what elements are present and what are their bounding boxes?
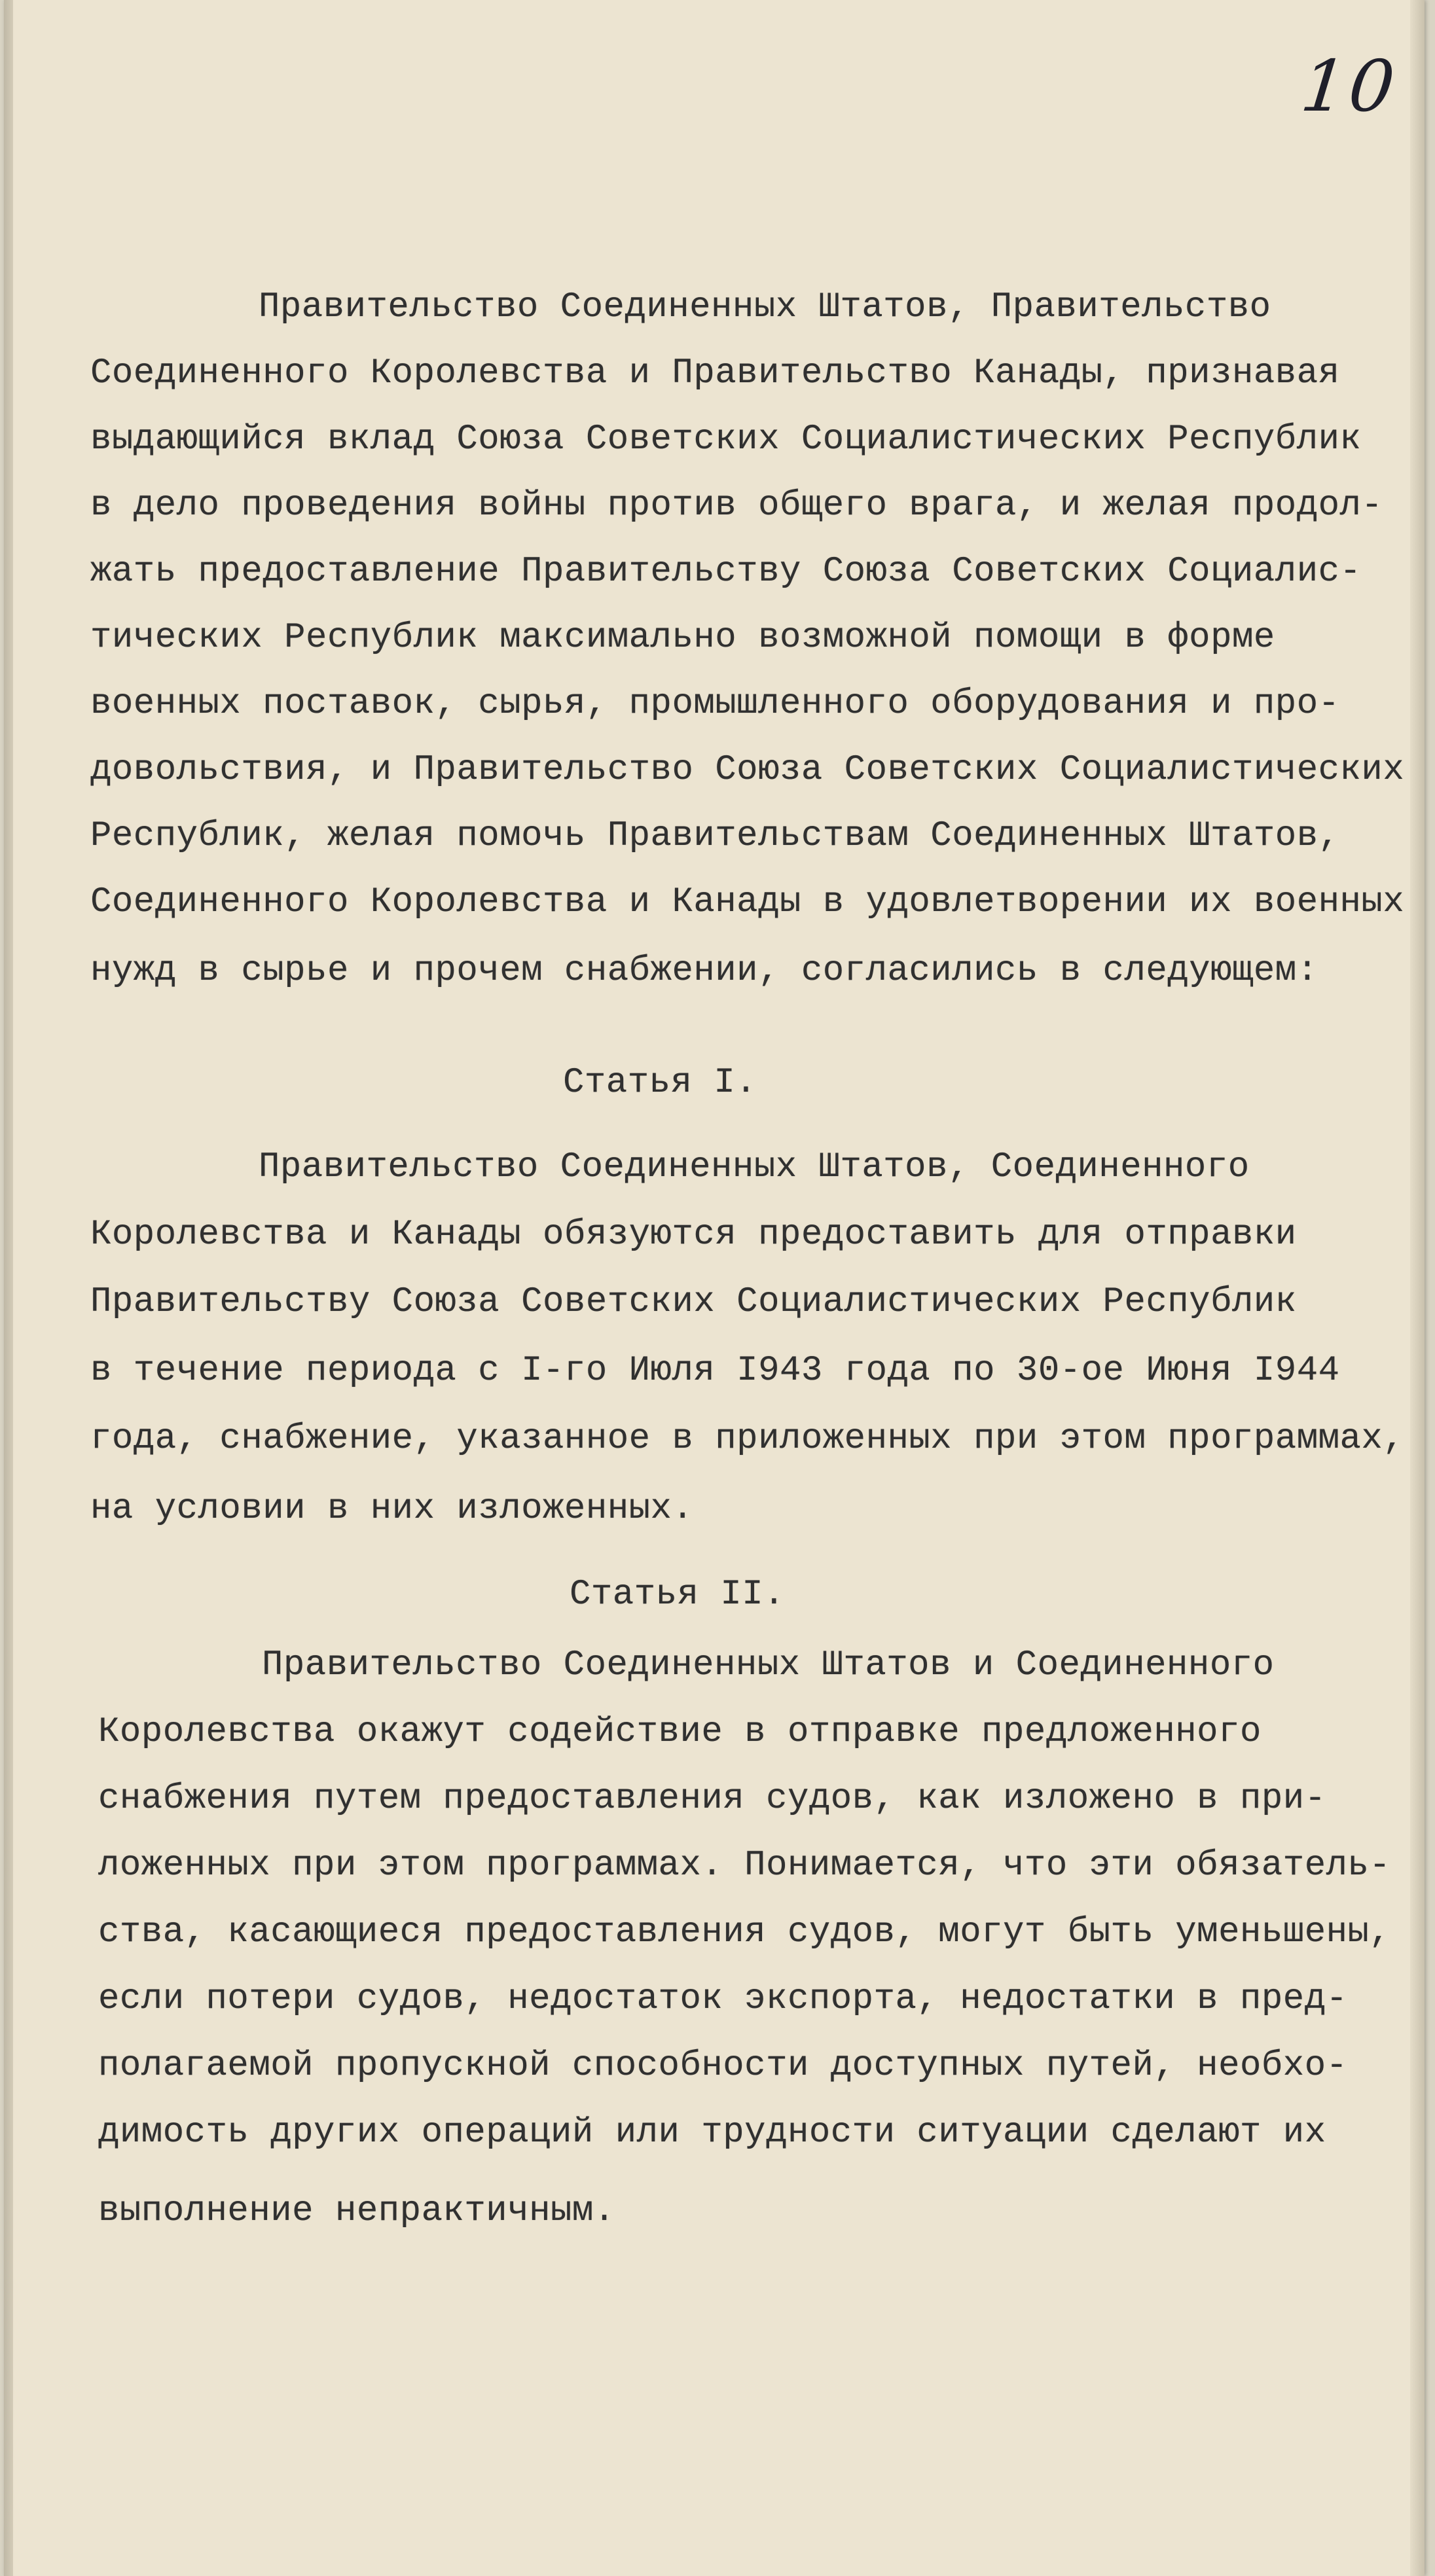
- article-1-line: на условии в них изложенных.: [90, 1489, 694, 1529]
- article-1-line: в течение периода с I-го Июля I943 года по 30-ое Июня I944: [90, 1351, 1340, 1391]
- article-2-line: ложенных при этом программах. Понимается, что эти обязатель-: [98, 1846, 1391, 1886]
- article-2-line: ства, касающиеся предоставления судов, могут быть уменьшены,: [98, 1912, 1391, 1952]
- article-1-line: года, снабжение, указанное в приложенных при этом программах,: [90, 1419, 1405, 1459]
- handwritten-page-number: 10: [1297, 46, 1402, 128]
- article-1-heading: Статья I.: [563, 1063, 757, 1103]
- preamble-line: Республик, желая помочь Правительствам Соединенных Штатов,: [90, 816, 1340, 856]
- preamble-line: в дело проведения войны против общего врага, и желая продол-: [90, 486, 1383, 526]
- article-2-line: выполнение непрактичным.: [98, 2191, 615, 2231]
- article-2-heading: Статья II.: [570, 1575, 786, 1615]
- article-2-line: полагаемой пропускной способности доступных путей, необхо-: [98, 2046, 1348, 2086]
- paper-right-edge: [1410, 0, 1425, 2576]
- article-1-line: Правительству Союза Советских Социалистических Республик: [90, 1282, 1297, 1322]
- preamble-line: Соединенного Королевства и Канады в удовлетворении их военных: [90, 882, 1405, 922]
- preamble-line: довольствия, и Правительство Союза Советских Социалистических: [90, 750, 1405, 790]
- article-2-line: Правительство Соединенных Штатов и Соединенного: [262, 1645, 1275, 1685]
- article-2-line: Королевства окажут содействие в отправке предложенного: [98, 1712, 1262, 1752]
- article-2-line: снабжения путем предоставления судов, как изложено в при-: [98, 1779, 1326, 1819]
- article-1-line: Правительство Соединенных Штатов, Соединенного: [259, 1147, 1250, 1187]
- preamble-line: выдающийся вклад Союза Советских Социалистических Республик: [90, 420, 1362, 459]
- article-2-line: если потери судов, недостаток экспорта, недостатки в пред-: [98, 1979, 1348, 2019]
- article-1-line: Королевства и Канады обязуются предоставить для отправки: [90, 1215, 1297, 1255]
- preamble-line: нужд в сырье и прочем снабжении, согласились в следующем:: [90, 951, 1318, 991]
- preamble-line: жать предоставление Правительству Союза Советских Социалис-: [90, 552, 1362, 592]
- preamble-line: военных поставок, сырья, промышленного оборудования и про-: [90, 684, 1340, 724]
- preamble-line: Соединенного Королевства и Правительство Канады, признавая: [90, 353, 1340, 393]
- preamble-line: Правительство Соединенных Штатов, Правительство: [259, 287, 1271, 327]
- preamble-line: тических Республик максимально возможной помощи в форме: [90, 618, 1275, 658]
- article-2-line: димость других операций или трудности ситуации сделают их: [98, 2113, 1326, 2153]
